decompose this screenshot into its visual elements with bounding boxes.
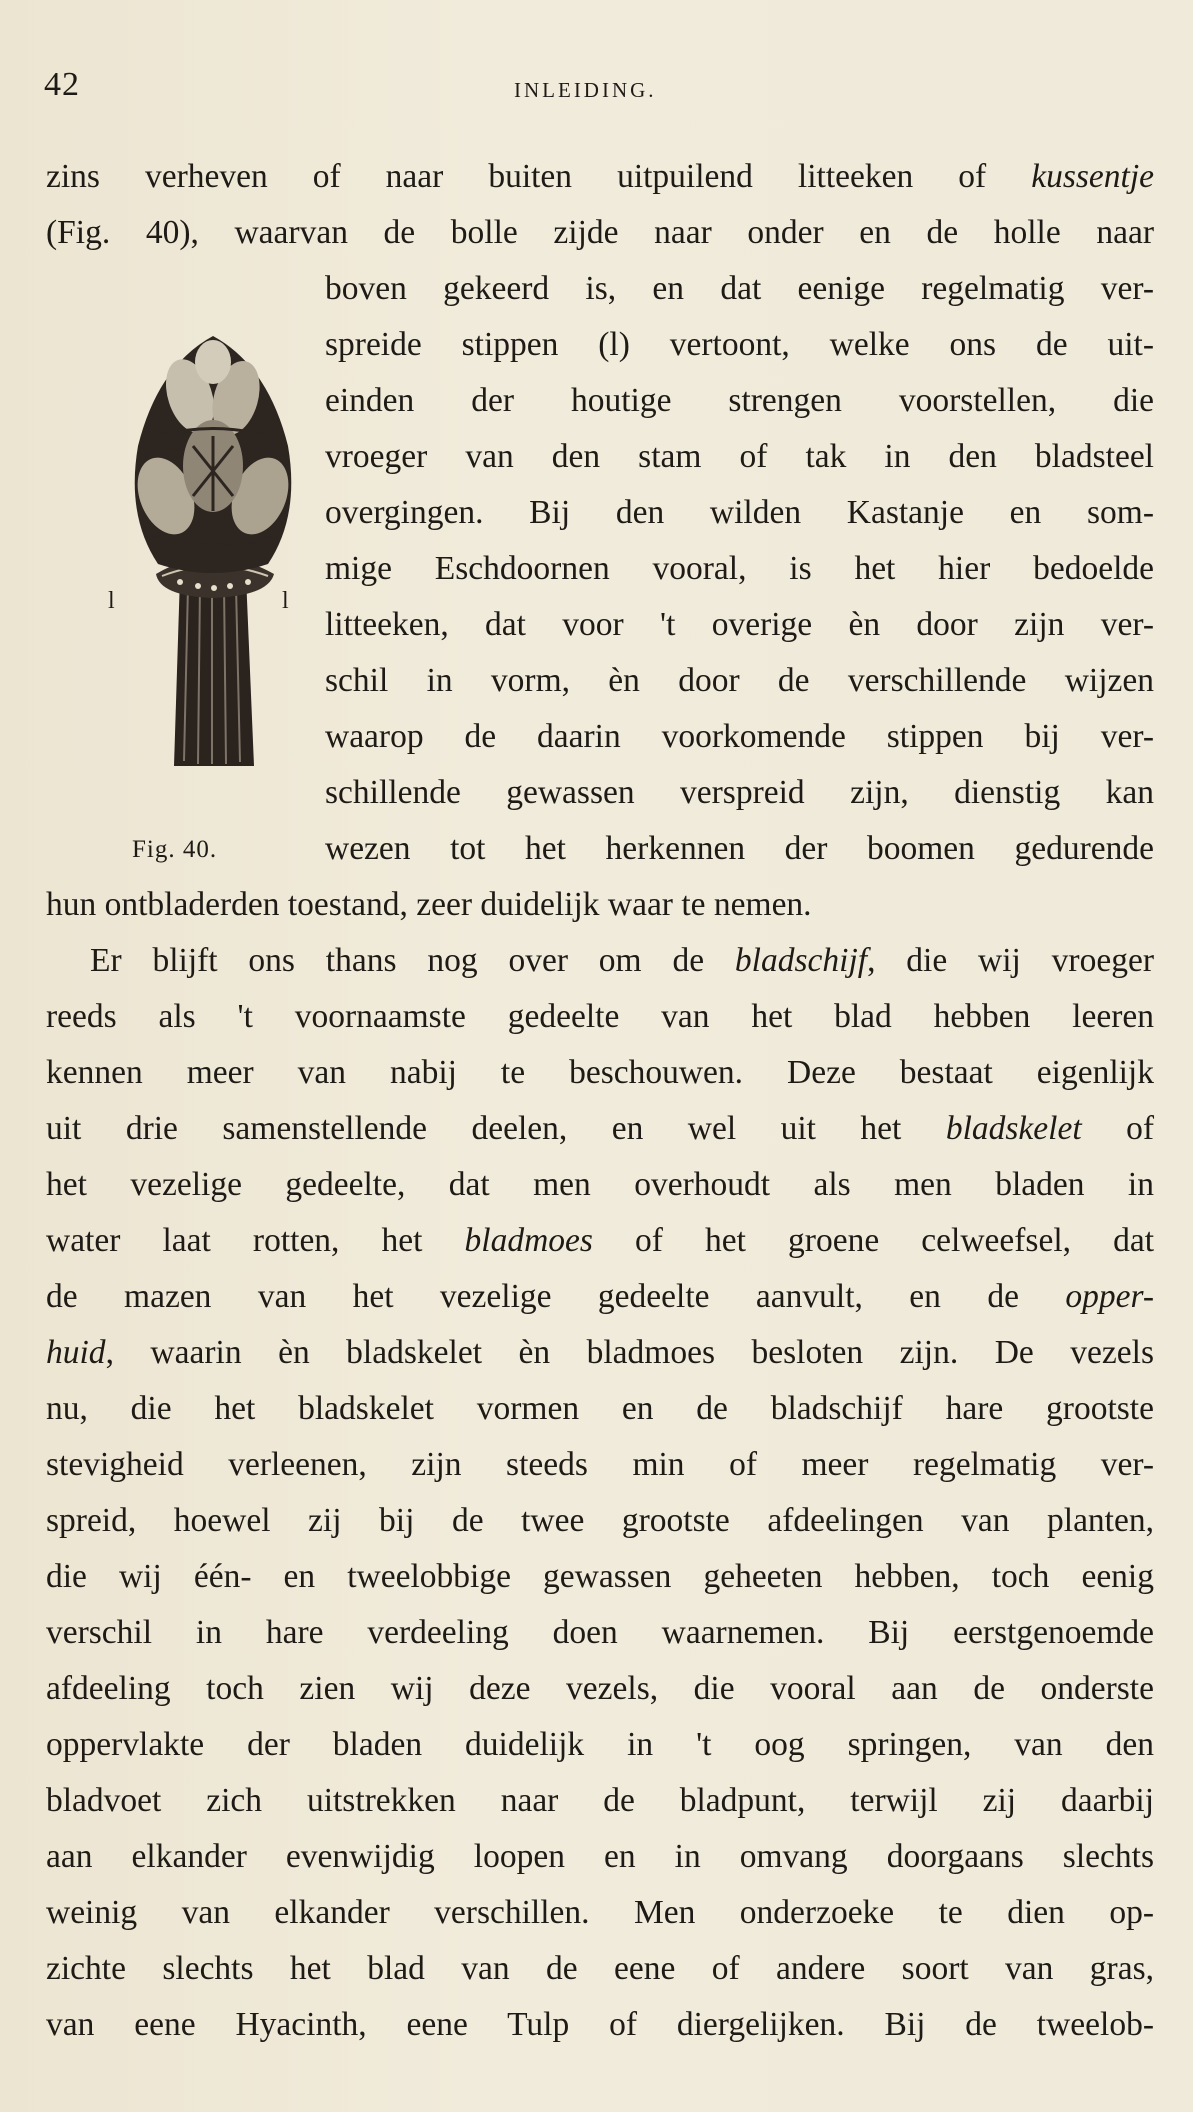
text-line: nu, die het bladskelet vormen en de bladschijf hare grootste <box>46 1390 1154 1427</box>
text-line: Er blijft ons thans nog over om de bladschijf, die wij vroeger <box>90 942 1154 979</box>
text-line: afdeeling toch zien wij deze vezels, die vooral aan de onderste <box>46 1670 1154 1707</box>
text-line: die wij één- en tweelobbige gewassen geheeten hebben, toch eenig <box>46 1558 1154 1595</box>
text-line: van eene Hyacinth, eene Tulp of diergelijken. Bij de tweelob- <box>46 2006 1154 2043</box>
text-line: weinig van elkander verschillen. Men onderzoeke te dien op- <box>46 1894 1154 1931</box>
text-line: uit drie samenstellende deelen, en wel uit het bladskelet of <box>46 1110 1155 1147</box>
figure-label-right: l <box>282 588 289 614</box>
text-line: boven gekeerd is, en dat eenige regelmatig ver- <box>325 270 1154 307</box>
text-line: einden der houtige strengen voorstellen, die <box>325 382 1154 419</box>
text-line: reeds als 't voornaamste gedeelte van het blad hebben leeren <box>46 998 1154 1035</box>
text-line: (Fig. 40), waarvan de bolle zijde naar onder en de holle naar <box>46 214 1154 251</box>
running-head: INLEIDING. <box>514 78 657 102</box>
text-line: bladvoet zich uitstrekken naar de bladpunt, terwijl zij daarbij <box>46 1782 1154 1819</box>
text-line: oppervlakte der bladen duidelijk in 't oog springen, van den <box>46 1726 1154 1763</box>
text-line: zins verheven of naar buiten uitpuilend litteeken of kussentje <box>46 158 1154 195</box>
text-line: zichte slechts het blad van de eene of andere soort van gras, <box>46 1950 1154 1987</box>
text-line: spreide stippen (l) vertoont, welke ons de uit- <box>325 326 1154 363</box>
text-line: schil in vorm, èn door de verschillende wijzen <box>325 662 1154 699</box>
leaf-bud-drawing <box>118 326 308 774</box>
text-line: de mazen van het vezelige gedeelte aanvult, en de opper- <box>46 1278 1154 1315</box>
text-line: schillende gewassen verspreid zijn, dienstig kan <box>325 774 1154 811</box>
page-header <box>44 66 1153 106</box>
text-line: wezen tot het herkennen der boomen gedurende <box>325 830 1154 867</box>
page-number: 42 <box>44 66 80 103</box>
text-line: mige Eschdoornen vooral, is het hier bedoelde <box>325 550 1154 587</box>
text-line: litteeken, dat voor 't overige èn door zijn ver- <box>325 606 1154 643</box>
text-line: verschil in hare verdeeling doen waarnemen. Bij eerstgenoemde <box>46 1614 1154 1651</box>
text-line: stevigheid verleenen, zijn steeds min of meer regelmatig ver- <box>46 1446 1154 1483</box>
text-line: het vezelige gedeelte, dat men overhoudt als men bladen in <box>46 1166 1154 1203</box>
text-line: waarop de daarin voorkomende stippen bij ver- <box>325 718 1154 755</box>
text-line: vroeger van den stam of tak in den bladsteel <box>325 438 1154 475</box>
text-line: water laat rotten, het bladmoes of het groene celweefsel, dat <box>46 1222 1155 1259</box>
text-line: kennen meer van nabij te beschouwen. Deze bestaat eigenlijk <box>46 1054 1154 1091</box>
figure-caption: Fig. 40. <box>132 836 218 863</box>
text-line: overgingen. Bij den wilden Kastanje en som- <box>325 494 1154 531</box>
text-line: hun ontbladerden toestand, zeer duidelijk waar te nemen. <box>46 886 812 923</box>
text-line: spreid, hoewel zij bij de twee grootste afdeelingen van planten, <box>46 1502 1154 1539</box>
figure-label-left: l <box>108 588 115 614</box>
text-line: huid, waarin èn bladskelet èn bladmoes besloten zijn. De vezels <box>46 1334 1154 1371</box>
text-line: aan elkander evenwijdig loopen en in omvang doorgaans slechts <box>46 1838 1154 1875</box>
figure-40-illustration <box>108 326 308 774</box>
